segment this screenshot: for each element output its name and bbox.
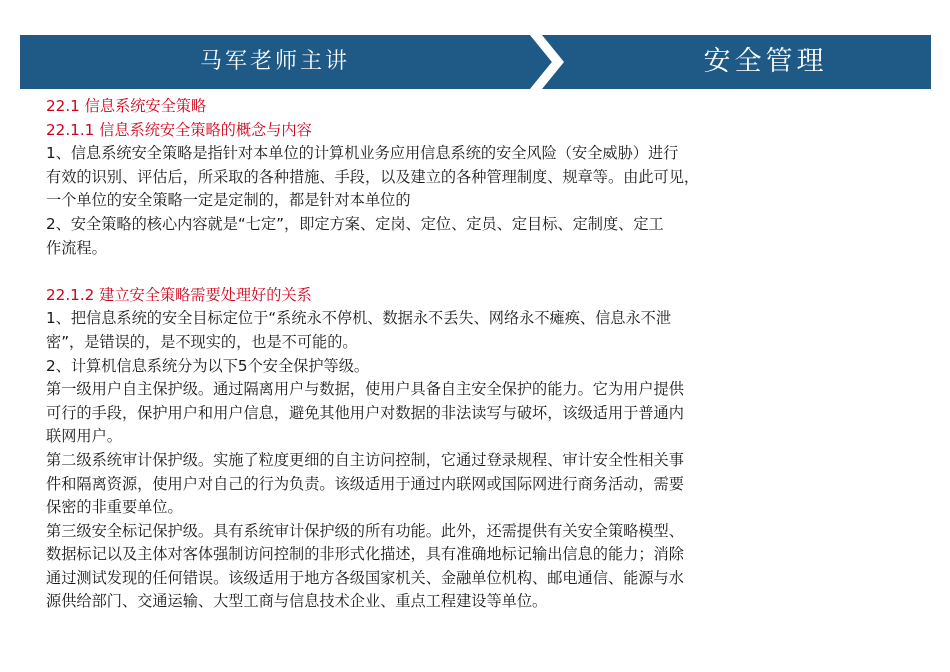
paragraph-line: 第三级安全标记保护级。具有系统审计保护级的所有功能。此外，还需提供有关安全策略模型、 bbox=[46, 521, 684, 540]
document-body bbox=[46, 95, 906, 614]
subsection-heading: 22.1.1 信息系统安全策略的概念与内容 bbox=[46, 120, 312, 139]
paragraph-line: 数据标记以及主体对客体强制访问控制的非形式化描述，具有准确地标记输出信息的能力；消除 bbox=[46, 545, 684, 564]
paragraph-line: 2、计算机信息系统分为以下5个安全保护等级。 bbox=[46, 356, 370, 375]
paragraph-line: 保密的非重要单位。 bbox=[46, 498, 183, 517]
paragraph-line: 第一级用户自主保护级。通过隔离用户与数据，使用户具备自主安全保护的能力。它为用户提供 bbox=[46, 380, 684, 399]
paragraph-line: 一个单位的安全策略一定是定制的，都是针对本单位的 bbox=[46, 191, 411, 210]
course-title: 安全管理 bbox=[703, 46, 828, 77]
paragraph-line: 第二级系统审计保护级。实施了粒度更细的自主访问控制，它通过登录规程、审计安全性相关事 bbox=[46, 450, 684, 469]
paragraph-line: 通过测试发现的任何错误。该级适用于地方各级国家机关、金融单位机构、邮电通信、能源与水 bbox=[46, 568, 684, 587]
spacer bbox=[46, 260, 906, 284]
header-banner bbox=[20, 35, 931, 89]
paragraph-line: 2、安全策略的核心内容就是“七定”，即定方案、定岗、定位、定员、定目标、定制度、定工 bbox=[46, 214, 664, 233]
section-heading: 22.1 信息系统安全策略 bbox=[46, 97, 207, 115]
paragraph-line: 可行的手段，保护用户和用户信息，避免其他用户对数据的非法读写与破坏，该级适用于普通内 bbox=[46, 403, 684, 422]
paragraph-line: 1、信息系统安全策略是指针对本单位的计算机业务应用信息系统的安全风险（安全威胁）进行 bbox=[46, 144, 679, 163]
paragraph-line: 件和隔离资源，使用户对自己的行为负责。该级适用于通过内联网或国际网进行商务活动，需要 bbox=[46, 474, 684, 493]
paragraph-line: 联网用户。 bbox=[46, 427, 122, 446]
paragraph-line: 有效的识别、评估后，所采取的各种措施、手段，以及建立的各种管理制度、规章等。由此可见， bbox=[46, 167, 700, 186]
paragraph-line: 作流程。 bbox=[46, 238, 107, 257]
paragraph-line: 源供给部门、交通运输、大型工商与信息技术企业、重点工程建设等单位。 bbox=[46, 592, 548, 611]
paragraph-line: 1、把信息系统的安全目标定位于“系统永不停机、数据永不丢失、网络永不瘫痪、信息永不泄 bbox=[46, 309, 672, 328]
paragraph-line: 密”，是错误的，是不现实的，也是不可能的。 bbox=[46, 332, 358, 351]
lecturer-title: 马军老师主讲 bbox=[199, 49, 350, 74]
subsection-heading: 22.1.2 建立安全策略需要处理好的关系 bbox=[46, 285, 312, 304]
